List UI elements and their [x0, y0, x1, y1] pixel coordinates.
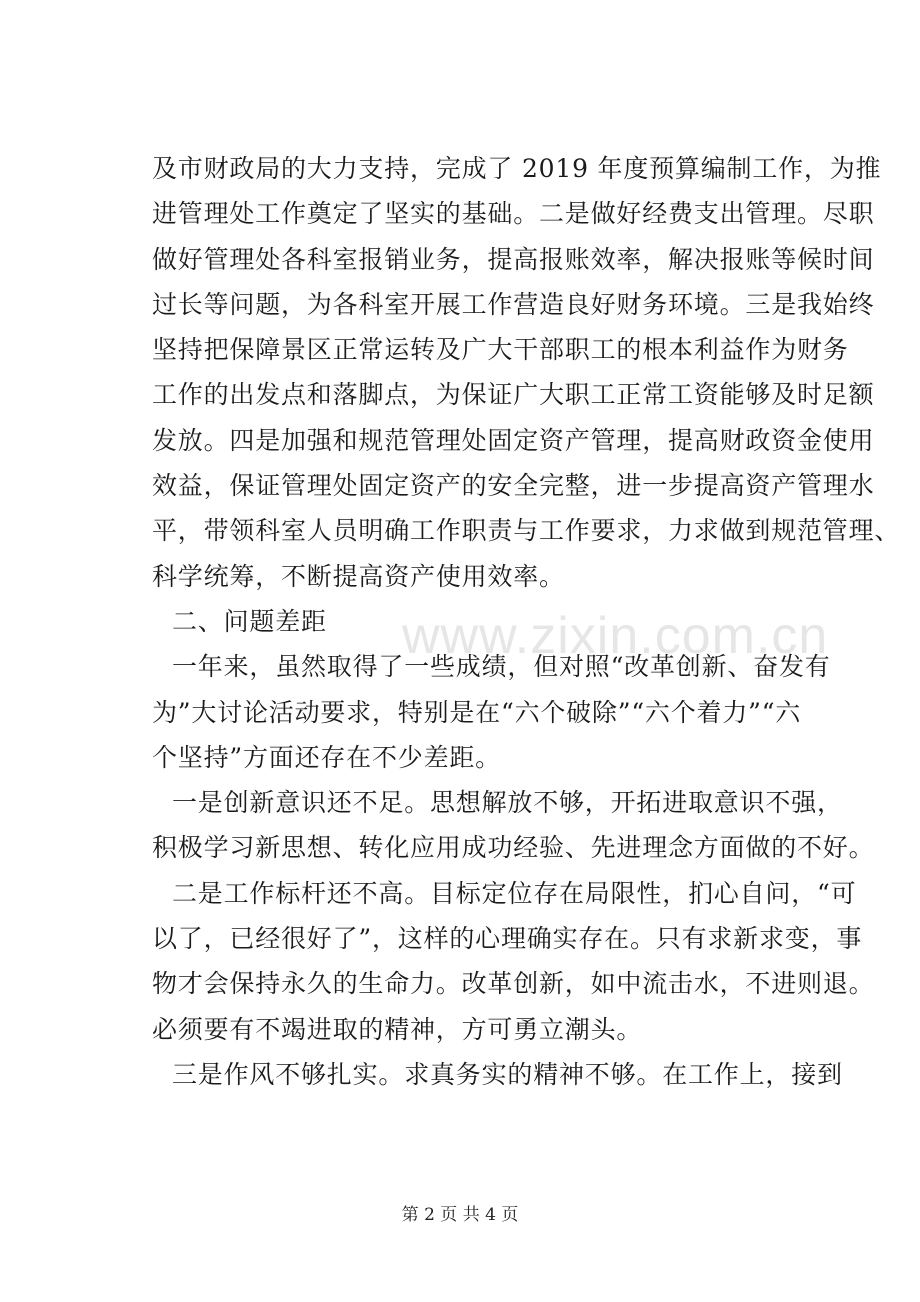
text-line: 坚持把保障景区正常运转及广大干部职工的根本利益作为财务: [152, 335, 849, 365]
text-line: 积极学习新思想、转化应用成功经验、先进理念方面做的不好。: [152, 833, 875, 863]
text-line: 及市财政局的大力支持，完成了 2019 年度预算编制工作，为推: [152, 154, 882, 183]
text-line: 效益，保证管理处固定资产的安全完整，进一步提高资产管理水: [152, 471, 875, 501]
text-line: 三是作风不够扎实。求真务实的精神不够。在工作上，接到: [172, 1059, 843, 1089]
page-footer: 第 2 页 共 4 页: [401, 1205, 519, 1225]
text-line: 以了，已经很好了”，这样的心理确实存在。只有求新求变，事: [152, 924, 863, 954]
text-line: 一年来，虽然取得了一些成绩，但对照“改革创新、奋发有: [172, 652, 831, 682]
text-line: 进管理处工作奠定了坚实的基础。二是做好经费支出管理。尽职: [152, 199, 875, 229]
document-body: [152, 146, 901, 1097]
watermark: www.zixin.com.cn: [402, 607, 829, 665]
text-line: 平，带领科室人员明确工作职责与工作要求，力求做到规范管理、: [152, 516, 901, 546]
text-line: 二是工作标杆还不高。目标定位存在局限性，扪心自问，“可: [172, 878, 857, 908]
section-heading: 二、问题差距: [172, 606, 327, 636]
text-line: 过长等问题，为各科室开展工作营造良好财务环境。三是我始终: [152, 289, 875, 319]
text-line: 个坚持”方面还存在不少差距。: [152, 742, 501, 772]
text-line: 必须要有不竭进取的精神，方可勇立潮头。: [152, 1014, 643, 1044]
text-line: 一是创新意识还不足。思想解放不够，开拓进取意识不强，: [172, 788, 843, 818]
text-line: 科学统筹，不断提高资产使用效率。: [152, 561, 565, 591]
text-line: 发放。四是加强和规范管理处固定资产管理，提高财政资金使用: [152, 425, 875, 455]
text-line: 为”大讨论活动要求，特别是在“六个破除”“六个着力”“六: [152, 697, 802, 727]
text-line: 做好管理处各科室报销业务，提高报账效率，解决报账等候时间: [152, 244, 875, 274]
text-line: 工作的出发点和落脚点，为保证广大职工正常工资能够及时足额: [152, 380, 875, 410]
text-line: 物才会保持永久的生命力。改革创新，如中流击水，不进则退。: [152, 969, 875, 999]
